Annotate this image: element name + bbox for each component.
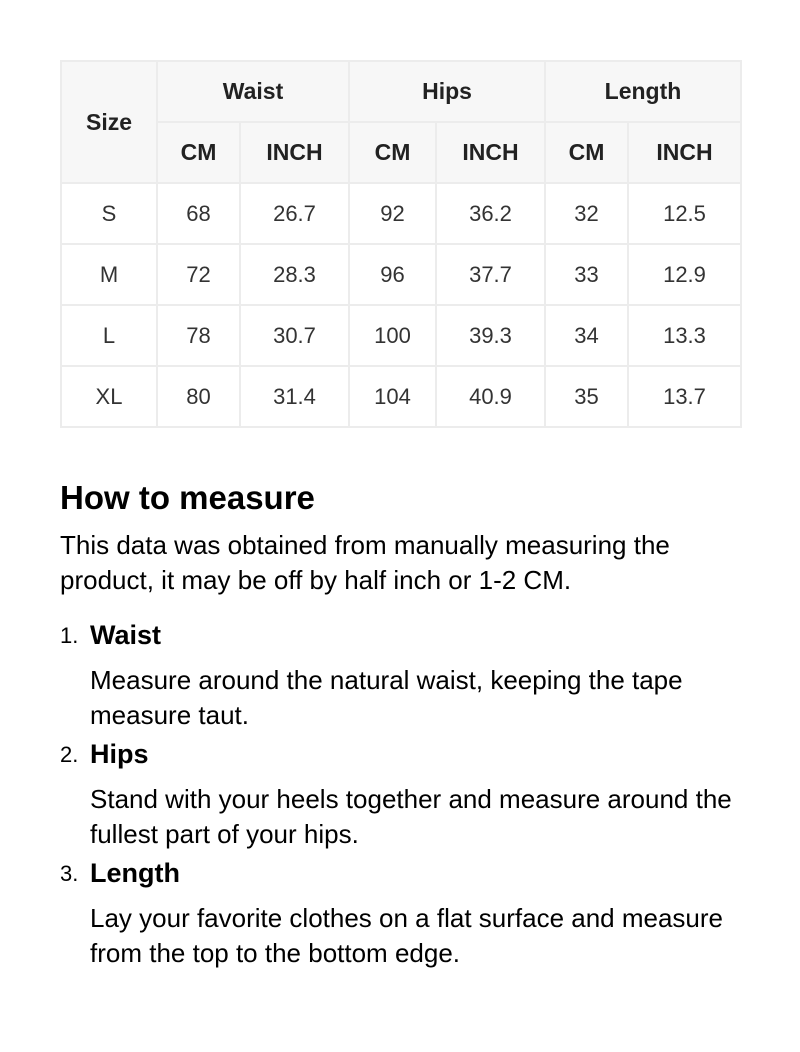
table-cell: 40.9 (436, 366, 545, 427)
table-row (61, 183, 741, 244)
waist-group-header: Waist (157, 61, 349, 122)
unit-header: INCH (240, 122, 349, 183)
step-title: Hips (90, 739, 149, 769)
length-group-header: Length (545, 61, 741, 122)
unit-header: CM (545, 122, 628, 183)
step-title: Length (90, 858, 180, 888)
size-cell: L (61, 305, 157, 366)
table-cell: 30.7 (240, 305, 349, 366)
hips-group-header: Hips (349, 61, 545, 122)
table-cell: 37.7 (436, 244, 545, 305)
how-to-measure-title: How to measure (60, 479, 315, 516)
table-cell: 34 (545, 305, 628, 366)
table-cell: 32 (545, 183, 628, 244)
table-cell: 104 (349, 366, 436, 427)
size-chart-table (60, 60, 742, 428)
table-cell: 92 (349, 183, 436, 244)
how-to-measure-intro: This data was obtained from manually measuring the product, it may be off by half inch or 1-2 CM. (60, 530, 670, 595)
unit-header: INCH (436, 122, 545, 183)
table-cell: 39.3 (436, 305, 545, 366)
table-cell: 13.7 (628, 366, 741, 427)
list-item (60, 856, 750, 971)
table-cell: 26.7 (240, 183, 349, 244)
unit-header: INCH (628, 122, 741, 183)
table-header-row-units (61, 122, 741, 183)
unit-header: CM (349, 122, 436, 183)
table-cell: 36.2 (436, 183, 545, 244)
size-cell: XL (61, 366, 157, 427)
table-cell: 78 (157, 305, 240, 366)
table-cell: 28.3 (240, 244, 349, 305)
step-number: 3. (60, 861, 79, 886)
size-column-header: Size (61, 61, 157, 183)
size-cell: M (61, 244, 157, 305)
step-number: 1. (60, 623, 79, 648)
list-item (60, 618, 750, 733)
table-cell: 68 (157, 183, 240, 244)
measure-steps-list (60, 618, 750, 971)
size-cell: S (61, 183, 157, 244)
step-description: Measure around the natural waist, keeping the tape measure taut. (90, 665, 683, 730)
table-cell: 100 (349, 305, 436, 366)
step-body (90, 737, 750, 852)
unit-header: CM (157, 122, 240, 183)
table-cell: 96 (349, 244, 436, 305)
table-cell: 72 (157, 244, 240, 305)
table-row (61, 244, 741, 305)
how-to-measure-section (60, 476, 750, 975)
step-title: Waist (90, 620, 162, 650)
step-description: Lay your favorite clothes on a flat surface and measure from the top to the bottom edge. (90, 903, 724, 968)
step-description: Stand with your heels together and measure around the fullest part of your hips. (90, 784, 732, 849)
table-cell: 12.9 (628, 244, 741, 305)
table-cell: 13.3 (628, 305, 741, 366)
table-cell: 12.5 (628, 183, 741, 244)
table-header-row-groups (61, 61, 741, 122)
table-cell: 35 (545, 366, 628, 427)
list-item (60, 737, 750, 852)
table-row (61, 366, 741, 427)
table-cell: 31.4 (240, 366, 349, 427)
step-body (90, 856, 750, 971)
step-number: 2. (60, 742, 79, 767)
table-cell: 33 (545, 244, 628, 305)
step-body (90, 618, 750, 733)
table-cell: 80 (157, 366, 240, 427)
table-row (61, 305, 741, 366)
